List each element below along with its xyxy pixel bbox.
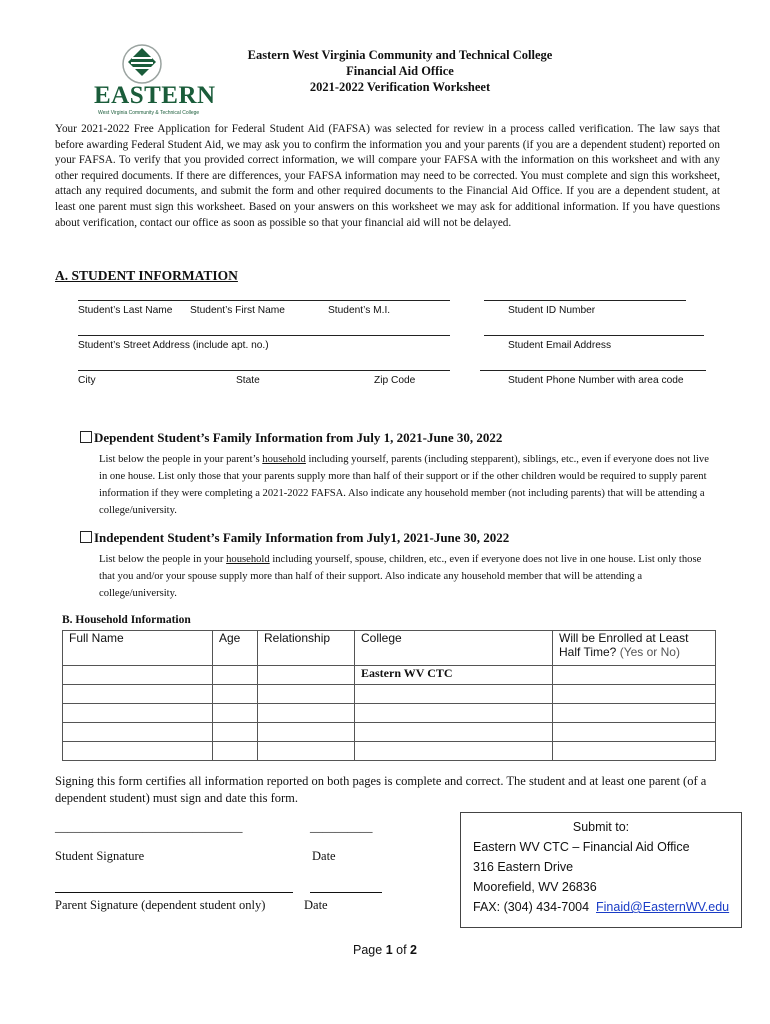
- office-name: Financial Aid Office: [346, 64, 454, 78]
- col-college: College: [355, 631, 553, 666]
- dependent-checkbox[interactable]: [80, 431, 92, 443]
- submit-city: Moorefield, WV 26836: [473, 880, 597, 894]
- dependent-paragraph: [99, 451, 713, 519]
- name-line[interactable]: [78, 300, 450, 301]
- dependent-heading: Dependent Student’s Family Information from July 1, 2021-June 30, 2022: [94, 430, 503, 445]
- submit-contact: [473, 900, 729, 914]
- logo-subtitle: West Virginia Community & Technical College: [98, 110, 200, 116]
- student-date-label: Date: [312, 849, 336, 863]
- table-row[interactable]: [63, 685, 716, 704]
- city-label: City: [78, 375, 96, 386]
- mi-label: Student’s M.I.: [328, 305, 391, 316]
- submit-office: Eastern WV CTC – Financial Aid Office: [473, 840, 690, 854]
- college-name: Eastern West Virginia Community and Technical College: [247, 48, 553, 62]
- independent-heading: Independent Student’s Family Information from July1, 2021-June 30, 2022: [94, 530, 510, 545]
- submit-street: 316 Eastern Drive: [473, 860, 574, 874]
- submit-info-box: [460, 812, 742, 928]
- col-enrolled: [553, 631, 716, 666]
- first-row-college: Eastern WV CTC: [355, 666, 553, 685]
- city-state-zip-line[interactable]: [78, 370, 450, 371]
- student-id-label: Student ID Number: [508, 305, 596, 316]
- student-id-line[interactable]: [484, 300, 686, 301]
- section-b-title: B. Household Information: [62, 614, 191, 626]
- household-term: household: [262, 454, 306, 465]
- page-current: 1: [385, 943, 393, 957]
- col-relationship: Relationship: [258, 631, 355, 666]
- submit-title: Submit to:: [572, 820, 630, 834]
- certification-text: Signing this form certifies all information reported on both pages is complete and correct. The student and at least one parent (of a dependent student) must sign and date this form.: [55, 774, 707, 805]
- parent-date-line[interactable]: [310, 892, 382, 893]
- email-line[interactable]: [484, 335, 704, 336]
- enrolled-header: Will be Enrolled at Least Half Time?: [559, 631, 689, 659]
- dependent-text-2: including yourself, parents (including stepparent), siblings, etc., even if everyone does not live in one house. List only those that your parents supply more than half of their support or if the other children would be required to supply parent information if they were completing a 2021-2022 FAFSA. Also indicate any household member (not including parents) that will be attending a college/university.: [99, 454, 709, 516]
- table-row[interactable]: [63, 723, 716, 742]
- section-a-title: A. STUDENT INFORMATION: [55, 268, 238, 283]
- parent-date-label: Date: [304, 898, 328, 912]
- student-signature-label: Student Signature: [55, 849, 145, 863]
- household-table: [62, 630, 716, 761]
- page-total: 2: [410, 943, 417, 957]
- logo-wordmark: EASTERN: [94, 82, 216, 109]
- col-age: Age: [213, 631, 258, 666]
- independent-section: [80, 530, 509, 546]
- email-label: Student Email Address: [508, 340, 612, 351]
- table-row[interactable]: [63, 666, 716, 685]
- phone-label: Student Phone Number with area code: [508, 375, 684, 386]
- enrolled-hint: (Yes or No): [619, 645, 680, 659]
- dependent-text-1: List below the people in your parent’s: [99, 454, 263, 465]
- first-name-label: Student’s First Name: [190, 305, 285, 316]
- independent-paragraph: [99, 551, 713, 602]
- parent-signature-label: Parent Signature (dependent student only): [55, 898, 266, 912]
- street-line[interactable]: [78, 335, 450, 336]
- last-name-label: Student’s Last Name: [78, 305, 173, 316]
- phone-line[interactable]: [480, 370, 706, 371]
- state-label: State: [236, 375, 260, 386]
- col-full-name: Full Name: [63, 631, 213, 666]
- student-date-line[interactable]: __________: [310, 820, 373, 834]
- independent-text-1: List below the people in your: [99, 554, 227, 565]
- dependent-section: [80, 430, 502, 446]
- independent-text-2: including yourself, spouse, children, etc., even if everyone does not live in one house. List only those that you and/or your spouse supply more than half of their support. Also indicate any household member that will be attending a college/university.: [99, 554, 702, 599]
- submit-email-link[interactable]: Finaid@EasternWV.edu: [596, 900, 730, 914]
- table-header-row: [63, 631, 716, 666]
- table-row[interactable]: [63, 742, 716, 761]
- student-signature-line[interactable]: ______________________________: [55, 820, 243, 834]
- page-prefix: Page: [353, 943, 386, 957]
- submit-fax: FAX: (304) 434-7004: [473, 900, 590, 914]
- page-number: [0, 943, 770, 957]
- intro-paragraph: Your 2021-2022 Free Application for Federal Student Aid (FAFSA) was selected for review in a process called verification. The law says that before awarding Federal Student Aid, we may ask you to confirm the information you and your parents (if you are a dependent student) reported on your FAFSA. To verify that you provided correct information, we will compare your FAFSA with the information on this worksheet and with any other required documents. If there are differences, your FAFSA information may need to be corrected. You must complete and sign this worksheet, attach any required documents, and submit the form and other required documents to the Financial Aid Office. If you are a dependent student, at least one parent must sign this worksheet. Based on your answers on this worksheet we may ask for additional information. If you have questions about verification, contact our office as soon as possible so that your financial aid will not be delayed.: [55, 123, 720, 229]
- table-row[interactable]: [63, 704, 716, 723]
- street-label: Student’s Street Address (include apt. no.): [78, 340, 269, 351]
- parent-signature-line[interactable]: [55, 892, 293, 893]
- independent-checkbox[interactable]: [80, 531, 92, 543]
- zip-label: Zip Code: [374, 375, 416, 386]
- diamond-emblem-icon: [86, 44, 202, 84]
- household-term: household: [226, 554, 270, 565]
- page-of: of: [392, 943, 411, 957]
- worksheet-title: 2021-2022 Verification Worksheet: [309, 80, 491, 94]
- college-logo: [86, 44, 216, 118]
